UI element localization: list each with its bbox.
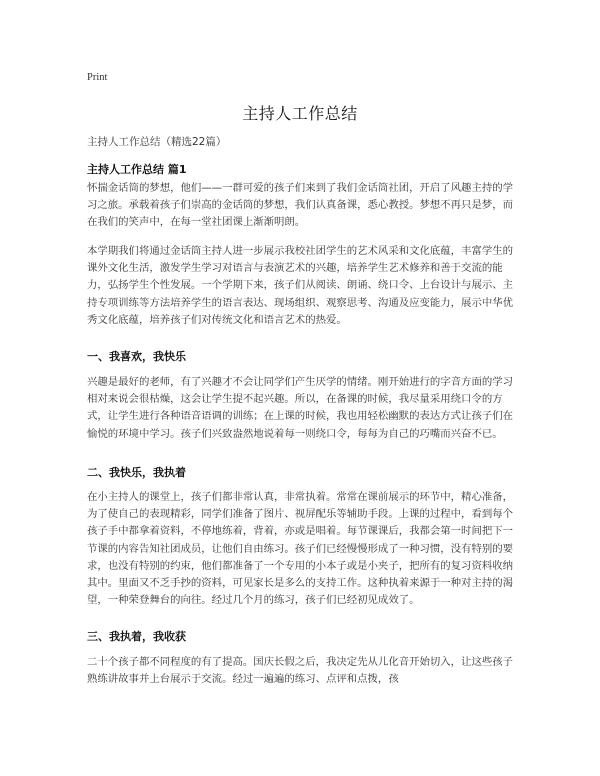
document-subtitle: 主持人工作总结（精选22篇） — [87, 136, 227, 148]
paragraph-semester-overview: 本学期我们将通过金话筒主持人进一步展示我校社团学生的艺术风采和文化底蕴，丰富学生的课外文化生活，激发学生学习对语言与表演艺术的兴趣，培养学生艺术修养和善于交流的能力，弘扬学生个性发展。一个学期下来，孩子们从阅读、朗诵、绕口令、上台设计与展示、主持专项训练等方法培养学生的语言表达、现场组织、观察思考、沟通及应变能力，展示中华优秀文化底蕴，培养孩子们对传统文化和语言艺术的热爱。 — [87, 245, 514, 326]
section-heading-3: 三、我执着，我收获 — [87, 630, 186, 643]
section-heading-2: 二、我快乐，我执着 — [87, 466, 186, 479]
paragraph-section-1: 兴趣是最好的老师，有了兴趣才不会让同学们产生厌学的情绪。刚开始进行的字音方面的学习相对来说会很枯燥，这会让学生提不起兴趣。所以，在备课的时候，我尽量采用绕口令的方式，让学生进行各种语音语调的训练；在上课的时候，我也用轻松幽默的表达方式让孩子们在愉悦的环境中学习。孩子们兴致盎然地说着每一则绕口令，每每为自己的巧嘴而兴奋不已。 — [87, 376, 514, 440]
page-title: 主持人工作总结 — [242, 104, 358, 123]
section-heading-1: 一、我喜欢，我快乐 — [87, 350, 186, 363]
paragraph-intro: 怀揣金话筒的梦想，他们——一群可爱的孩子们来到了我们金话筒社团，开启了风趣主持的学习之旅。承载着孩子们崇高的金话筒的梦想，我们认真备课，悉心教授。梦想不再只是梦，而在我们的笑声中，在每一堂社团课上渐渐明朗。 — [87, 182, 514, 229]
paragraph-section-3: 二十个孩子都不同程度的有了提高。国庆长假之后，我决定先从儿化音开始切入，让这些孩子熟练讲故事并上台展示于交流。经过一遍遍的练习、点评和点拨，孩 — [87, 656, 514, 686]
print-link[interactable]: Print — [87, 72, 108, 83]
paragraph-section-2: 在小主持人的课堂上，孩子们都非常认真，非常执着。常常在课前展示的环节中，精心准备，为了使自己的表现精彩，同学们准备了图片、视屏配乐等辅助手段。上课的过程中，看到每个孩子手中都拿着资料，不停地练着，背着，亦或是唱着。每节课课后，我都会第一时间把下一节课的内容告知社团成员，让他们自由练习。孩子们已经慢慢形成了一种习惯，没有特别的要求，也没有特别的约束，他们都准备了一个专用的小本子或是小夹子，把所有的复习资料收纳其中。里面又不乏手抄的资料，可见家长是多么的支持工作。这种执着来源于一种对主持的渴望，一种荣登舞台的向往。经过几个月的练习，孩子们已经初见成效了。 — [87, 491, 514, 607]
article-heading: 主持人工作总结 篇1 — [87, 163, 187, 176]
